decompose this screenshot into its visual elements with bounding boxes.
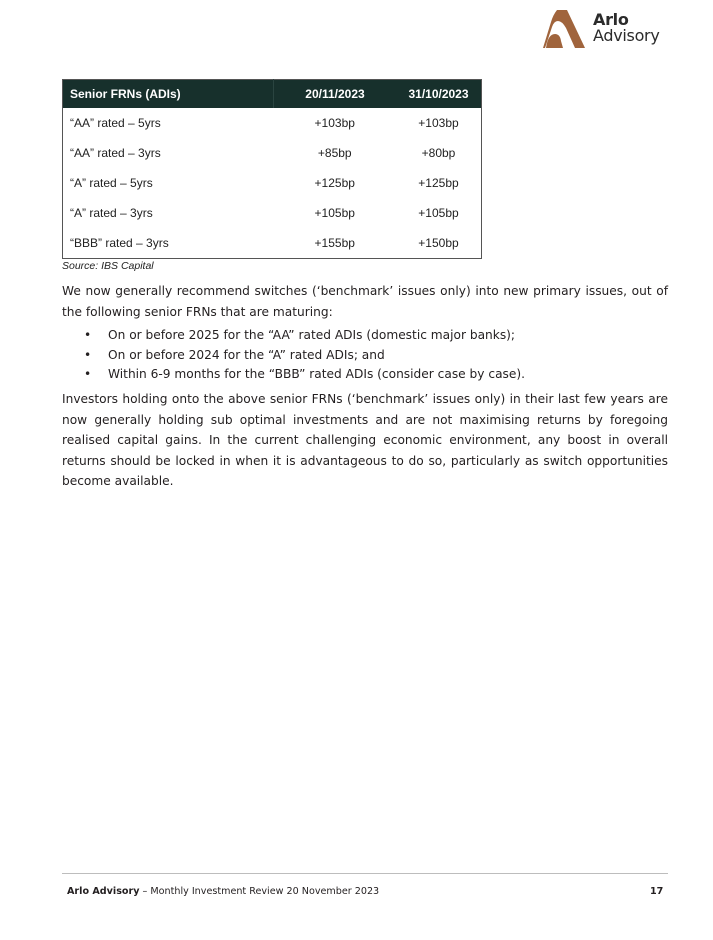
row-value: +125bp [314, 175, 355, 190]
footer-text: – Monthly Investment Review 20 November 2023 [139, 886, 380, 897]
list-item [62, 326, 668, 346]
bullet-list [62, 326, 668, 385]
logo-subtitle: Advisory [593, 26, 660, 45]
row-value: +105bp [314, 205, 355, 220]
table-header-row [63, 80, 482, 108]
list-item-text: On or before 2024 for the “A” rated ADIs; and [108, 347, 385, 362]
row-label: “BBB” rated – 3yrs [70, 235, 169, 250]
row-label: “A” rated – 5yrs [70, 175, 153, 190]
row-value: +103bp [314, 115, 355, 130]
row-label: “AA” rated – 3yrs [70, 145, 161, 160]
page-footer [67, 886, 379, 897]
table-row [63, 138, 482, 168]
bullet-icon: • [84, 347, 92, 362]
footer-brand: Arlo Advisory [67, 886, 140, 897]
row-label: “A” rated – 3yrs [70, 205, 153, 220]
row-value: +155bp [314, 235, 355, 250]
list-item [62, 346, 668, 366]
table-row [63, 168, 482, 198]
table-row [63, 198, 482, 228]
row-value: +85bp [317, 145, 352, 160]
row-value: +150bp [418, 235, 459, 250]
paragraph-recommendation: We now generally recommend switches (‘benchmark’ issues only) into new primary issues, out of the following senior FRNs that are maturing: [62, 284, 668, 319]
paragraph-investors: Investors holding onto the above senior FRNs (‘benchmark’ issues only) in their last few years are now generally holding sub optimal investments and are not maximising returns by foregoing realised capital gains. In the current challenging economic environment, any boost in overall returns should be locked in when it is advantageous to do so, particularly as switch opportunities become available. [62, 392, 668, 488]
page-number: 17 [650, 886, 664, 897]
header-date-1: 20/11/2023 [274, 80, 397, 108]
row-value: +125bp [418, 175, 459, 190]
table-source-note: Source: IBS Capital [62, 260, 154, 272]
table-row [63, 228, 482, 259]
row-label: “AA” rated – 5yrs [70, 115, 161, 130]
footer-divider [62, 873, 668, 874]
list-item-text: Within 6-9 months for the “BBB” rated ADIs (consider case by case). [108, 367, 526, 381]
header-date-2: 31/10/2023 [408, 86, 469, 101]
row-value: +105bp [418, 205, 459, 220]
bullet-icon: • [84, 328, 92, 342]
arlo-advisory-logo [543, 6, 671, 50]
logo-name: Arlo [593, 10, 629, 29]
bullet-icon: • [84, 367, 92, 381]
table-row [63, 108, 482, 138]
header-frn: Senior FRNs (ADIs) [70, 86, 181, 101]
row-value: +103bp [418, 115, 459, 130]
arlo-mark-icon [543, 8, 587, 48]
row-value: +80bp [421, 145, 456, 160]
list-item [62, 365, 668, 385]
frn-spread-table [62, 79, 482, 259]
list-item-text: On or before 2025 for the “AA” rated ADIs (domestic major banks); [108, 328, 516, 342]
